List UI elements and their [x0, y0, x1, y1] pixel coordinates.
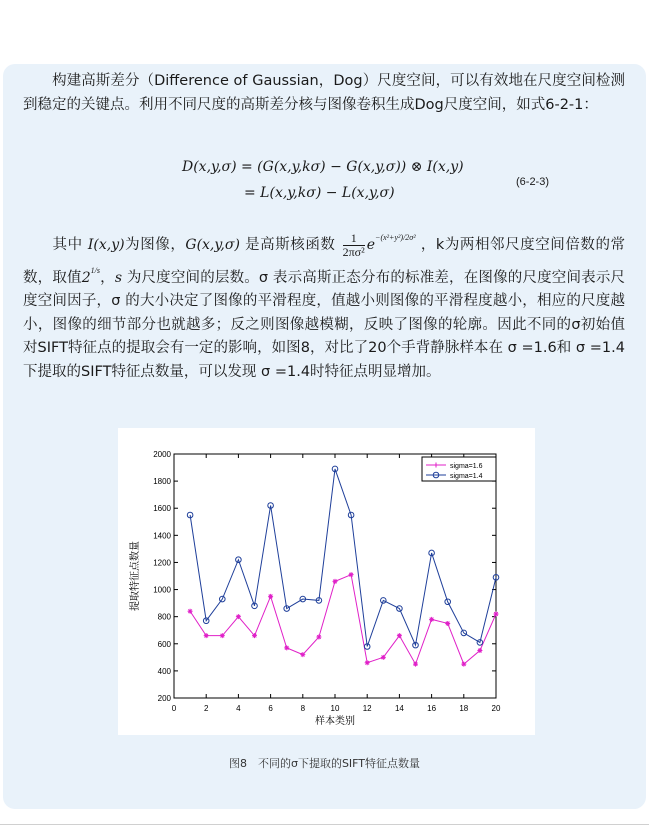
image-symbol: I(x,y)	[87, 237, 125, 253]
series-point-star	[300, 652, 305, 657]
x-tick-label: 10	[330, 704, 340, 713]
plot-frame	[174, 454, 496, 698]
x-tick-label: 16	[427, 704, 437, 713]
x-tick-label: 2	[203, 704, 209, 713]
series-point-star	[445, 621, 450, 626]
series-point-star	[316, 635, 321, 640]
equation-block	[0, 155, 649, 211]
equation-line-2: = L(x,y,kσ) − L(x,y,σ)	[244, 185, 395, 201]
y-tick-label: 800	[157, 612, 171, 622]
gaussian-symbol: G(x,y,σ)	[185, 237, 240, 253]
x-tick-label: 0	[171, 704, 177, 713]
series-point-star	[461, 662, 466, 667]
series-point-star	[236, 614, 241, 619]
series-point-star	[494, 611, 499, 616]
exp-base: e	[366, 237, 376, 253]
series-point-star	[204, 633, 209, 638]
y-tick-label: 1400	[153, 531, 171, 541]
y-tick-label: 1000	[153, 585, 171, 595]
equation-line-1: D(x,y,σ) = (G(x,y,kσ) − G(x,y,σ)) ⊗ I(x,y)	[182, 159, 464, 175]
y-tick-label: 600	[157, 639, 171, 649]
two-power-exponent: 1/s	[90, 265, 100, 275]
gaussian-fraction	[343, 232, 365, 259]
fraction-numerator: 1	[343, 232, 365, 246]
series-point-star	[477, 648, 482, 653]
body-text-5: 为尺度空间的层数。σ 表示高斯正态分布的标准差，在图像的尺度空间表示尺度空间因子，σ 的大小决定了图像的平滑程度，值越小则图像的平滑程度越小，相应的尺度越小，图像的细节部分也就越多；反之则图像越模糊，反映了图像的轮廓。因此不同的σ初始值对SIFT特征点的提取会有一定的影响，如图8，对比了20个手背静脉样本在 σ =1.6和 σ =1.4下提取的SIFT特征点数量，可以发现 σ =1.4时特征点明显增加。	[23, 269, 626, 380]
series-point-star	[413, 662, 418, 667]
x-tick-label: 8	[300, 704, 306, 713]
series-point-star	[188, 609, 193, 614]
series-point-star	[381, 655, 386, 660]
series-point-star	[220, 633, 225, 638]
series-point-star	[284, 645, 289, 650]
y-tick-label: 1200	[153, 558, 171, 568]
x-axis-label: 样本类别	[315, 716, 355, 727]
fraction-denominator: 2πσ²	[342, 244, 365, 259]
line-chart	[118, 428, 535, 735]
y-tick-label: 1800	[153, 477, 171, 487]
series-point-star	[268, 594, 273, 599]
figure-caption: 图8 不同的σ下提取的SIFT特征点数量	[228, 757, 421, 770]
s-symbol: s	[114, 269, 123, 286]
y-tick-label: 1600	[153, 504, 171, 514]
series-point-star	[333, 579, 338, 584]
series-point-star	[349, 572, 354, 577]
exp-superscript: −(x²+y²)/2σ²	[375, 233, 416, 242]
y-tick-label: 400	[157, 666, 171, 676]
lead-word: 其中	[52, 237, 83, 253]
x-tick-label: 12	[362, 704, 372, 713]
body-text-2: 是高斯核函数	[245, 237, 336, 253]
legend-label: sigma=1.6	[450, 463, 483, 470]
x-tick-label: 14	[394, 704, 404, 713]
intro-paragraph	[23, 70, 625, 117]
y-tick-label: 2000	[153, 450, 171, 459]
series-point-star	[252, 633, 257, 638]
intro-text: 构建高斯差分（Difference of Gaussian，Dog）尺度空间，可以有效地在尺度空间检测到稳定的关键点。利用不同尺度的高斯差分核与图像卷积生成Dog尺度空间，如式6-2-1：	[23, 73, 625, 113]
series-point-star	[397, 633, 402, 638]
y-axis-label: 提取特征点数量	[130, 541, 141, 611]
x-tick-label: 6	[268, 704, 273, 713]
figure-8-chart	[118, 428, 535, 735]
series-point-star	[365, 660, 370, 665]
body-text-1: 为图像，	[124, 237, 186, 253]
x-tick-label: 20	[491, 704, 501, 713]
body-paragraph	[23, 226, 625, 384]
equation-number: (6-2-3)	[516, 176, 550, 188]
body-text-3: ，k为两相邻尺度空间倍数的常数，取值	[23, 237, 626, 286]
y-tick-label: 200	[157, 694, 171, 703]
x-tick-label: 4	[236, 704, 241, 713]
body-text-4: ，	[99, 269, 115, 286]
x-tick-label: 18	[459, 704, 469, 713]
legend-label: sigma=1.4	[450, 473, 483, 480]
series-point-star	[429, 617, 434, 622]
two-power-base: 2	[81, 269, 91, 286]
